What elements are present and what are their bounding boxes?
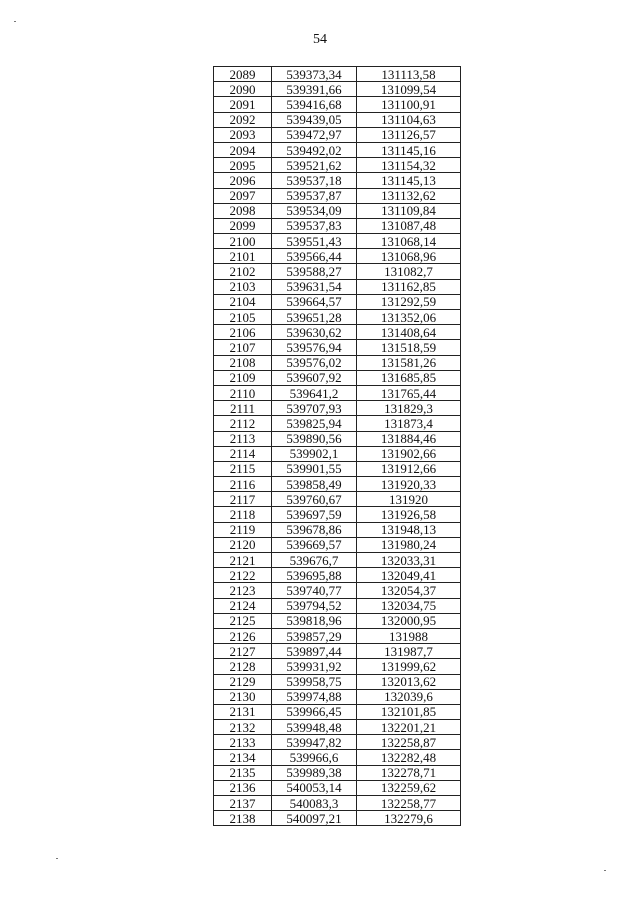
y-coordinate-cell: 132039,6 bbox=[357, 689, 461, 704]
y-coordinate-cell: 131873,4 bbox=[357, 416, 461, 431]
table-row bbox=[214, 249, 461, 264]
table-row bbox=[214, 553, 461, 568]
table-row bbox=[214, 325, 461, 340]
point-number-cell: 2092 bbox=[214, 112, 272, 127]
table-row bbox=[214, 507, 461, 522]
table-row bbox=[214, 188, 461, 203]
x-coordinate-cell: 539857,29 bbox=[272, 628, 357, 643]
y-coordinate-cell: 132101,85 bbox=[357, 704, 461, 719]
table-row bbox=[214, 461, 461, 476]
y-coordinate-cell: 132013,62 bbox=[357, 674, 461, 689]
x-coordinate-cell: 539931,92 bbox=[272, 659, 357, 674]
page-number: 54 bbox=[313, 32, 327, 47]
y-coordinate-cell: 131948,13 bbox=[357, 522, 461, 537]
point-number-cell: 2125 bbox=[214, 613, 272, 628]
y-coordinate-cell: 131145,13 bbox=[357, 173, 461, 188]
point-number-cell: 2109 bbox=[214, 370, 272, 385]
table-row bbox=[214, 522, 461, 537]
table-row bbox=[214, 112, 461, 127]
x-coordinate-cell: 539472,97 bbox=[272, 127, 357, 142]
point-number-cell: 2094 bbox=[214, 142, 272, 157]
table-row bbox=[214, 446, 461, 461]
x-coordinate-cell: 539948,48 bbox=[272, 720, 357, 735]
y-coordinate-cell: 131162,85 bbox=[357, 279, 461, 294]
point-number-cell: 2130 bbox=[214, 689, 272, 704]
y-coordinate-cell: 131154,32 bbox=[357, 158, 461, 173]
point-number-cell: 2134 bbox=[214, 750, 272, 765]
table-row bbox=[214, 613, 461, 628]
point-number-cell: 2123 bbox=[214, 583, 272, 598]
point-number-cell: 2122 bbox=[214, 568, 272, 583]
table-row bbox=[214, 385, 461, 400]
y-coordinate-cell: 131408,64 bbox=[357, 325, 461, 340]
table-row bbox=[214, 355, 461, 370]
table-row bbox=[214, 644, 461, 659]
x-coordinate-cell: 539551,43 bbox=[272, 234, 357, 249]
table-row bbox=[214, 431, 461, 446]
point-number-cell: 2119 bbox=[214, 522, 272, 537]
x-coordinate-cell: 539664,57 bbox=[272, 294, 357, 309]
y-coordinate-cell: 131145,16 bbox=[357, 142, 461, 157]
y-coordinate-cell: 132054,37 bbox=[357, 583, 461, 598]
point-number-cell: 2131 bbox=[214, 704, 272, 719]
x-coordinate-cell: 539902,1 bbox=[272, 446, 357, 461]
x-coordinate-cell: 539695,88 bbox=[272, 568, 357, 583]
x-coordinate-cell: 539825,94 bbox=[272, 416, 357, 431]
point-number-cell: 2108 bbox=[214, 355, 272, 370]
point-number-cell: 2093 bbox=[214, 127, 272, 142]
y-coordinate-cell: 131920 bbox=[357, 492, 461, 507]
y-coordinate-cell: 131980,24 bbox=[357, 537, 461, 552]
x-coordinate-cell: 539697,59 bbox=[272, 507, 357, 522]
y-coordinate-cell: 131132,62 bbox=[357, 188, 461, 203]
coordinates-table bbox=[213, 66, 461, 826]
point-number-cell: 2111 bbox=[214, 401, 272, 416]
x-coordinate-cell: 540097,21 bbox=[272, 811, 357, 826]
table-row bbox=[214, 142, 461, 157]
x-coordinate-cell: 539974,88 bbox=[272, 689, 357, 704]
table-row bbox=[214, 234, 461, 249]
y-coordinate-cell: 131999,62 bbox=[357, 659, 461, 674]
y-coordinate-cell: 131884,46 bbox=[357, 431, 461, 446]
point-number-cell: 2133 bbox=[214, 735, 272, 750]
point-number-cell: 2112 bbox=[214, 416, 272, 431]
x-coordinate-cell: 539630,62 bbox=[272, 325, 357, 340]
point-number-cell: 2089 bbox=[214, 67, 272, 82]
y-coordinate-cell: 131068,14 bbox=[357, 234, 461, 249]
point-number-cell: 2103 bbox=[214, 279, 272, 294]
table-row bbox=[214, 674, 461, 689]
point-number-cell: 2121 bbox=[214, 553, 272, 568]
x-coordinate-cell: 539521,62 bbox=[272, 158, 357, 173]
table-row bbox=[214, 720, 461, 735]
y-coordinate-cell: 131113,58 bbox=[357, 67, 461, 82]
x-coordinate-cell: 539537,83 bbox=[272, 218, 357, 233]
x-coordinate-cell: 540083,3 bbox=[272, 796, 357, 811]
table-row bbox=[214, 97, 461, 112]
x-coordinate-cell: 539676,7 bbox=[272, 553, 357, 568]
table-row bbox=[214, 340, 461, 355]
table-row bbox=[214, 294, 461, 309]
y-coordinate-cell: 132259,62 bbox=[357, 780, 461, 795]
x-coordinate-cell: 539588,27 bbox=[272, 264, 357, 279]
y-coordinate-cell: 131104,63 bbox=[357, 112, 461, 127]
y-coordinate-cell: 131926,58 bbox=[357, 507, 461, 522]
table-row bbox=[214, 279, 461, 294]
scan-speck bbox=[14, 21, 16, 22]
table-row bbox=[214, 310, 461, 325]
x-coordinate-cell: 539794,52 bbox=[272, 598, 357, 613]
point-number-cell: 2120 bbox=[214, 537, 272, 552]
x-coordinate-cell: 539534,09 bbox=[272, 203, 357, 218]
y-coordinate-cell: 132279,6 bbox=[357, 811, 461, 826]
y-coordinate-cell: 131920,33 bbox=[357, 477, 461, 492]
x-coordinate-cell: 539373,34 bbox=[272, 67, 357, 82]
table-row bbox=[214, 416, 461, 431]
y-coordinate-cell: 131765,44 bbox=[357, 385, 461, 400]
x-coordinate-cell: 539897,44 bbox=[272, 644, 357, 659]
point-number-cell: 2095 bbox=[214, 158, 272, 173]
x-coordinate-cell: 539890,56 bbox=[272, 431, 357, 446]
point-number-cell: 2137 bbox=[214, 796, 272, 811]
point-number-cell: 2118 bbox=[214, 507, 272, 522]
point-number-cell: 2106 bbox=[214, 325, 272, 340]
x-coordinate-cell: 539641,2 bbox=[272, 385, 357, 400]
y-coordinate-cell: 131087,48 bbox=[357, 218, 461, 233]
table-row bbox=[214, 811, 461, 826]
table-row bbox=[214, 765, 461, 780]
table-row bbox=[214, 568, 461, 583]
y-coordinate-cell: 131829,3 bbox=[357, 401, 461, 416]
table-row bbox=[214, 780, 461, 795]
table-row bbox=[214, 796, 461, 811]
table-row bbox=[214, 598, 461, 613]
table-row bbox=[214, 628, 461, 643]
table-row bbox=[214, 218, 461, 233]
table-row bbox=[214, 82, 461, 97]
x-coordinate-cell: 539439,05 bbox=[272, 112, 357, 127]
table-row bbox=[214, 477, 461, 492]
y-coordinate-cell: 131082,7 bbox=[357, 264, 461, 279]
x-coordinate-cell: 539391,66 bbox=[272, 82, 357, 97]
table-row bbox=[214, 264, 461, 279]
y-coordinate-cell: 132278,71 bbox=[357, 765, 461, 780]
point-number-cell: 2107 bbox=[214, 340, 272, 355]
x-coordinate-cell: 539989,38 bbox=[272, 765, 357, 780]
x-coordinate-cell: 539901,55 bbox=[272, 461, 357, 476]
table-row bbox=[214, 659, 461, 674]
point-number-cell: 2124 bbox=[214, 598, 272, 613]
point-number-cell: 2090 bbox=[214, 82, 272, 97]
table-row bbox=[214, 158, 461, 173]
point-number-cell: 2136 bbox=[214, 780, 272, 795]
point-number-cell: 2102 bbox=[214, 264, 272, 279]
point-number-cell: 2138 bbox=[214, 811, 272, 826]
table-row bbox=[214, 735, 461, 750]
point-number-cell: 2128 bbox=[214, 659, 272, 674]
table-row bbox=[214, 173, 461, 188]
y-coordinate-cell: 131987,7 bbox=[357, 644, 461, 659]
x-coordinate-cell: 539966,6 bbox=[272, 750, 357, 765]
x-coordinate-cell: 539958,75 bbox=[272, 674, 357, 689]
x-coordinate-cell: 539576,94 bbox=[272, 340, 357, 355]
table-row bbox=[214, 67, 461, 82]
point-number-cell: 2132 bbox=[214, 720, 272, 735]
point-number-cell: 2098 bbox=[214, 203, 272, 218]
x-coordinate-cell: 539416,68 bbox=[272, 97, 357, 112]
x-coordinate-cell: 539576,02 bbox=[272, 355, 357, 370]
point-number-cell: 2129 bbox=[214, 674, 272, 689]
x-coordinate-cell: 539947,82 bbox=[272, 735, 357, 750]
y-coordinate-cell: 131292,59 bbox=[357, 294, 461, 309]
y-coordinate-cell: 132258,87 bbox=[357, 735, 461, 750]
x-coordinate-cell: 539678,86 bbox=[272, 522, 357, 537]
x-coordinate-cell: 539566,44 bbox=[272, 249, 357, 264]
y-coordinate-cell: 132034,75 bbox=[357, 598, 461, 613]
x-coordinate-cell: 539537,87 bbox=[272, 188, 357, 203]
point-number-cell: 2099 bbox=[214, 218, 272, 233]
y-coordinate-cell: 131099,54 bbox=[357, 82, 461, 97]
y-coordinate-cell: 132201,21 bbox=[357, 720, 461, 735]
x-coordinate-cell: 539740,77 bbox=[272, 583, 357, 598]
y-coordinate-cell: 131581,26 bbox=[357, 355, 461, 370]
point-number-cell: 2110 bbox=[214, 385, 272, 400]
y-coordinate-cell: 132000,95 bbox=[357, 613, 461, 628]
point-number-cell: 2097 bbox=[214, 188, 272, 203]
point-number-cell: 2135 bbox=[214, 765, 272, 780]
point-number-cell: 2105 bbox=[214, 310, 272, 325]
x-coordinate-cell: 539858,49 bbox=[272, 477, 357, 492]
y-coordinate-cell: 131352,06 bbox=[357, 310, 461, 325]
x-coordinate-cell: 539966,45 bbox=[272, 704, 357, 719]
x-coordinate-cell: 539537,18 bbox=[272, 173, 357, 188]
scan-speck bbox=[604, 870, 606, 871]
x-coordinate-cell: 539631,54 bbox=[272, 279, 357, 294]
table-row bbox=[214, 583, 461, 598]
table-row bbox=[214, 401, 461, 416]
y-coordinate-cell: 131912,66 bbox=[357, 461, 461, 476]
table-row bbox=[214, 203, 461, 218]
y-coordinate-cell: 132049,41 bbox=[357, 568, 461, 583]
table-row bbox=[214, 492, 461, 507]
table-row bbox=[214, 537, 461, 552]
point-number-cell: 2114 bbox=[214, 446, 272, 461]
x-coordinate-cell: 539492,02 bbox=[272, 142, 357, 157]
y-coordinate-cell: 131902,66 bbox=[357, 446, 461, 461]
point-number-cell: 2127 bbox=[214, 644, 272, 659]
table-row bbox=[214, 689, 461, 704]
point-number-cell: 2126 bbox=[214, 628, 272, 643]
y-coordinate-cell: 131109,84 bbox=[357, 203, 461, 218]
y-coordinate-cell: 131100,91 bbox=[357, 97, 461, 112]
table-row bbox=[214, 704, 461, 719]
x-coordinate-cell: 539651,28 bbox=[272, 310, 357, 325]
point-number-cell: 2104 bbox=[214, 294, 272, 309]
coordinates-table-body bbox=[214, 67, 461, 826]
x-coordinate-cell: 539669,57 bbox=[272, 537, 357, 552]
table-row bbox=[214, 750, 461, 765]
y-coordinate-cell: 131518,59 bbox=[357, 340, 461, 355]
y-coordinate-cell: 132033,31 bbox=[357, 553, 461, 568]
y-coordinate-cell: 132258,77 bbox=[357, 796, 461, 811]
y-coordinate-cell: 131988 bbox=[357, 628, 461, 643]
table-row bbox=[214, 127, 461, 142]
point-number-cell: 2113 bbox=[214, 431, 272, 446]
point-number-cell: 2091 bbox=[214, 97, 272, 112]
x-coordinate-cell: 539760,67 bbox=[272, 492, 357, 507]
point-number-cell: 2117 bbox=[214, 492, 272, 507]
x-coordinate-cell: 540053,14 bbox=[272, 780, 357, 795]
point-number-cell: 2096 bbox=[214, 173, 272, 188]
point-number-cell: 2101 bbox=[214, 249, 272, 264]
y-coordinate-cell: 132282,48 bbox=[357, 750, 461, 765]
table-row bbox=[214, 370, 461, 385]
point-number-cell: 2116 bbox=[214, 477, 272, 492]
scan-speck bbox=[56, 858, 58, 859]
y-coordinate-cell: 131126,57 bbox=[357, 127, 461, 142]
x-coordinate-cell: 539607,92 bbox=[272, 370, 357, 385]
point-number-cell: 2100 bbox=[214, 234, 272, 249]
x-coordinate-cell: 539818,96 bbox=[272, 613, 357, 628]
x-coordinate-cell: 539707,93 bbox=[272, 401, 357, 416]
point-number-cell: 2115 bbox=[214, 461, 272, 476]
y-coordinate-cell: 131685,85 bbox=[357, 370, 461, 385]
y-coordinate-cell: 131068,96 bbox=[357, 249, 461, 264]
